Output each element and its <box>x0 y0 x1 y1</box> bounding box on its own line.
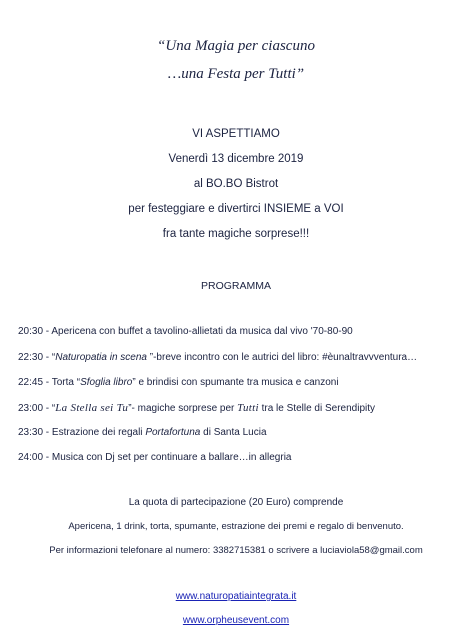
event-purpose: per festeggiare e divertirci INSIEME a VOI <box>128 203 344 215</box>
program-text: tra le Stelle di Serendipity <box>258 403 375 414</box>
program-text: - Estrazione dei regali <box>43 427 146 438</box>
website-link-2 <box>0 615 472 626</box>
program-emphasis: Naturopatia in scena <box>55 352 147 363</box>
program-text: - Apericena con buffet a tavolino-allietati da musica dal vivo '70-80-90 <box>43 326 353 337</box>
program-item <box>18 326 463 337</box>
naturopatia-link[interactable]: www.naturopatiaintegrata.it <box>175 591 297 602</box>
program-text: ” e brindisi con spumante tra musica e canzoni <box>132 377 339 388</box>
program-heading: PROGRAMMA <box>200 280 271 292</box>
program-time: 24:00 <box>18 452 44 463</box>
program-time: 22:30 <box>18 352 44 363</box>
program-emphasis: Sfoglia libro <box>80 377 133 388</box>
program-item <box>18 402 463 414</box>
fee-text: La quota di partecipazione (20 Euro) comprende <box>128 497 344 508</box>
program-text: - “ <box>43 352 56 363</box>
event-surprises: fra tante magiche sorprese!!! <box>162 228 310 240</box>
program-emphasis: Portafortuna <box>145 427 201 438</box>
event-place: al BO.BO Bistrot <box>193 178 279 190</box>
event-date: Venerdì 13 dicembre 2019 <box>168 153 304 165</box>
program-text: - “ <box>43 403 56 414</box>
includes-text: Apericena, 1 drink, torta, spumante, estrazione dei premi e regalo di benvenuto. <box>68 521 404 532</box>
header-line-1: “Una Magia per ciascuno <box>157 38 315 54</box>
website-link-1 <box>0 591 472 602</box>
program-text: - Musica con Dj set per continuare a ballare…in allegria <box>43 452 292 463</box>
header-line-2: …una Festa per Tutti” <box>167 66 305 82</box>
program-emphasis: La Stella sei Tu <box>55 402 129 414</box>
program-time: 23:00 <box>18 403 44 414</box>
program-text: ”- magiche sorprese per <box>128 403 238 414</box>
contact-text: Per informazioni telefonare al numero: 3382715381 o scrivere a luciaviola58@gmail.com <box>49 545 423 556</box>
program-text: di Santa Lucia <box>200 427 267 438</box>
welcome-text: VI ASPETTIAMO <box>192 128 280 140</box>
program-emphasis: Tutti <box>237 402 259 414</box>
program-item <box>18 377 463 388</box>
program-time: 20:30 <box>18 326 44 337</box>
program-item <box>18 352 463 363</box>
program-time: 22:45 <box>18 377 44 388</box>
program-text: ”-breve incontro con le autrici del libro: #èunaltravvventura… <box>146 352 418 363</box>
orpheus-link[interactable]: www.orpheusevent.com <box>182 615 290 626</box>
program-time: 23:30 <box>18 427 44 438</box>
program-item <box>18 452 463 463</box>
program-text: - Torta “ <box>43 377 81 388</box>
program-item <box>18 427 463 438</box>
